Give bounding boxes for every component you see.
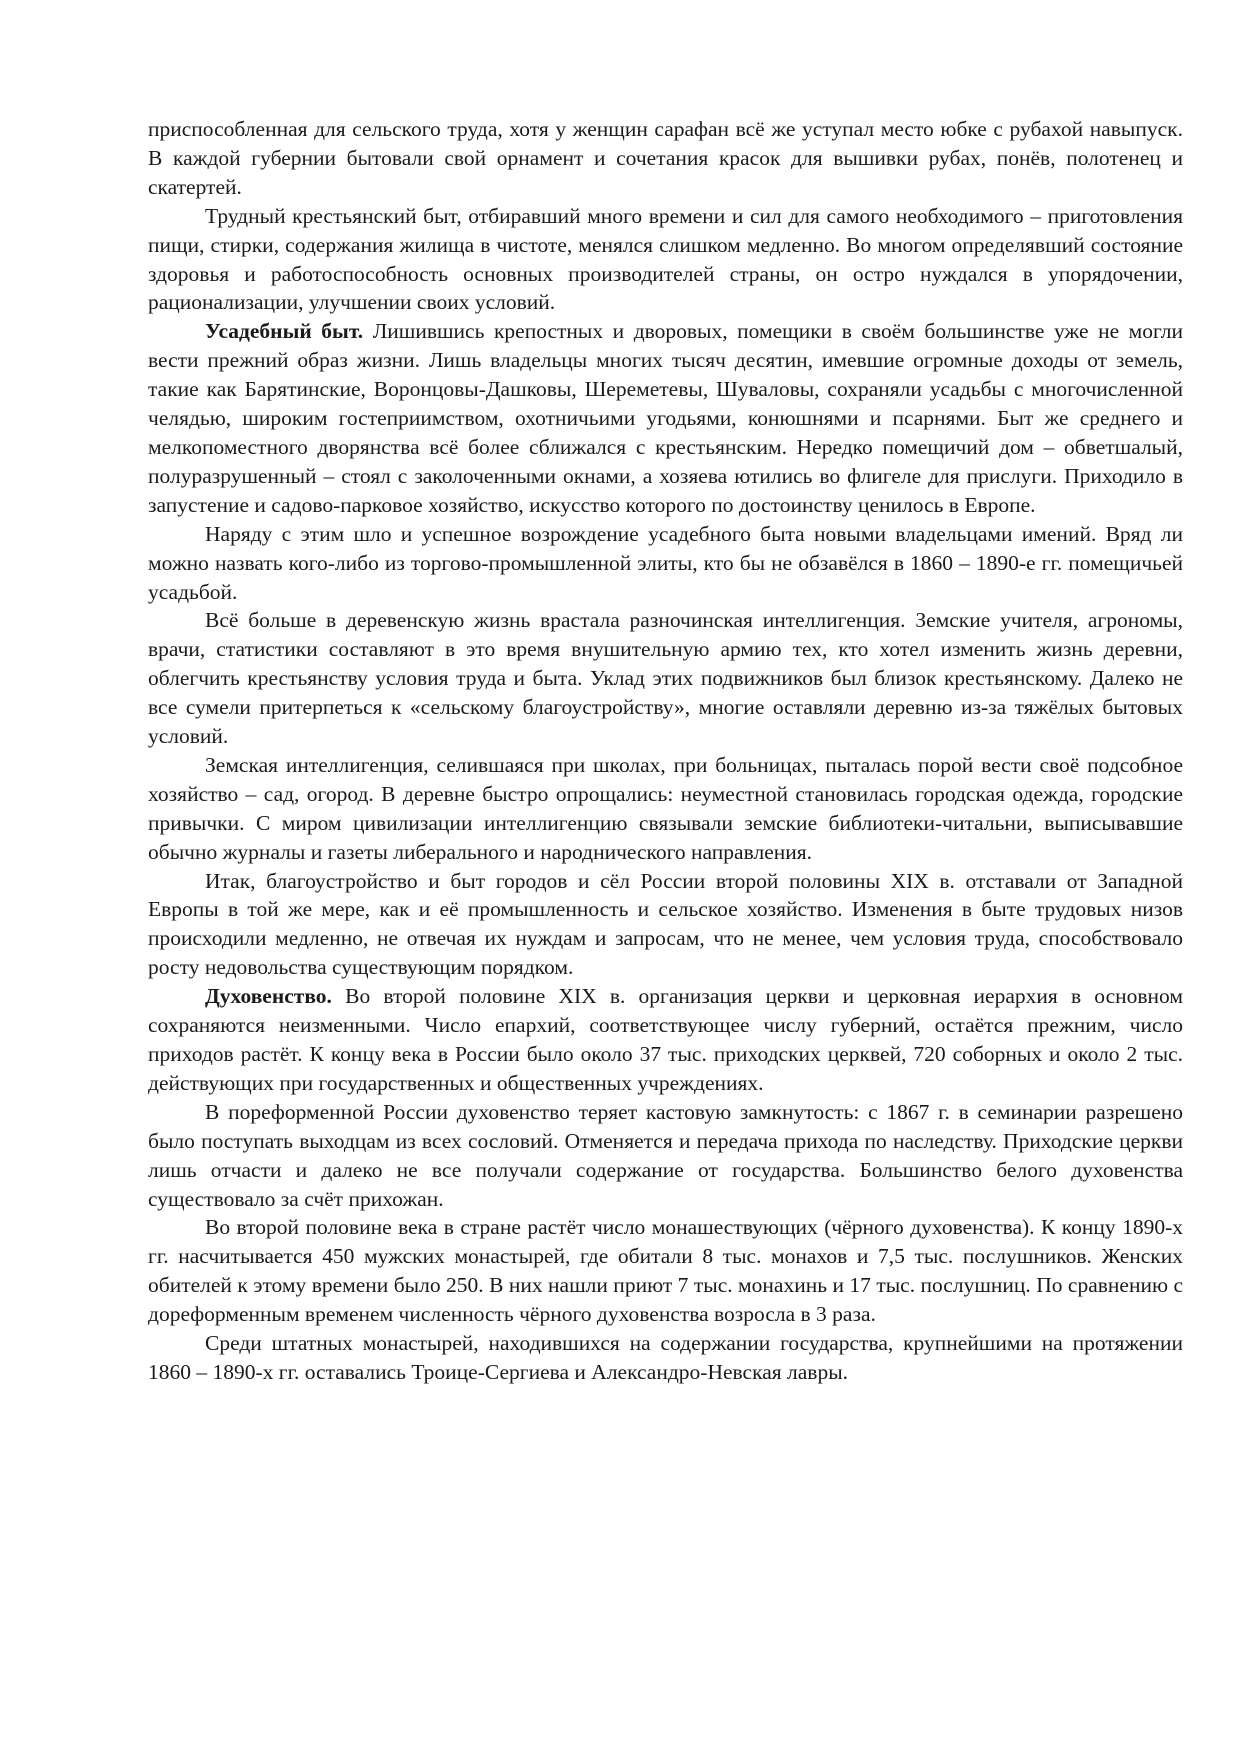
- paragraph-text: Итак, благоустройство и быт городов и сёл России второй половины XIX в. отставали от Западной Европы в той же мере, как и её промышленность и сельское хозяйство. Изменения в быте трудовых низов происходили медленно, не отвечая их нуждам и запросам, что не менее, чем условия труда, способствовало росту недовольства существующим порядком.: [148, 868, 1183, 980]
- paragraph-clothing: [148, 115, 1183, 202]
- paragraph-text: Наряду с этим шло и успешное возрождение усадебного быта новыми владельцами имений. Вряд ли можно назвать кого-либо из торгово-промышленной элиты, кто бы не обзавёлся в 1860 – 1890-е гг. помещичьей усадьбой.: [148, 521, 1183, 604]
- paragraph-text: Трудный крестьянский быт, отбиравший много времени и сил для самого необходимого – приготовления пищи, стирки, содержания жилища в чистоте, менялся слишком медленно. Во многом определявший состояние здоровья и работоспособность основных производителей страны, он остро нуждался в упорядочении, рационализации, улучшении своих условий.: [148, 203, 1183, 315]
- paragraph-text: В пореформенной России духовенство теряет кастовую замкнутость: с 1867 г. в семинарии разрешено было поступать выходцам из всех сословий. Отменяется и передача прихода по наследству. Приходские церкви лишь отчасти и далеко не все получали содержание от государства. Большинство белого духовенства существовало за счёт прихожан.: [148, 1099, 1183, 1211]
- paragraph-text: Лишившись крепостных и дворовых, помещики в своём большинстве уже не могли вести прежний образ жизни. Лишь владельцы многих тысяч десятин, имевшие огромные доходы от земель, такие как Барятинские, Воронцовы-Дашковы, Шереметевы, Шуваловы, сохраняли усадьбы с многочисленной челядью, широким гостеприимством, охотничьими угодьями, конюшнями и псарнями. Быт же среднего и мелкопоместного дворянства всё более сближался с крестьянским. Нередко помещичий дом – обветшалый, полуразрушенный – стоял с заколоченными окнами, а хозяева ютились во флигеле для прислуги. Приходило в запустение и садово-парковое хозяйство, искусство которого по достоинству ценилось в Европе.: [148, 319, 1183, 517]
- paragraph-monasticism: [148, 1213, 1183, 1329]
- document-page: [148, 115, 1183, 1387]
- paragraph-peasant-life: [148, 202, 1183, 318]
- paragraph-manor-life: [148, 317, 1183, 519]
- paragraph-text: Во второй половине XIX в. организация церкви и церковная иерархия в основном сохраняются неизменными. Число епархий, соответствующее числу губерний, остаётся прежним, число приходов растёт. К концу века в России было около 37 тыс. приходских церквей, 720 соборных и около 2 тыс. действующих при государственных и общественных учреждениях.: [148, 984, 1183, 1095]
- paragraph-text: Всё больше в деревенскую жизнь врастала разночинская интеллигенция. Земские учителя, агрономы, врачи, статистики составляют в это время внушительную армию тех, кто хотел изменить жизнь деревни, облегчить крестьянству условия труда и быта. Уклад этих подвижников был близок крестьянскому. Далеко не все сумели притерпеться к «сельскому благоустройству», многие оставляли деревню из-за тяжёлых бытовых условий.: [148, 608, 1183, 749]
- section-heading-manor-life: Усадебный быт.: [205, 319, 364, 344]
- paragraph-monasteries: [148, 1329, 1183, 1387]
- section-heading-clergy: Духовенство.: [205, 984, 332, 1009]
- paragraph-zemstvo-intelligentsia: [148, 751, 1183, 867]
- paragraph-text: Во второй половине века в стране растёт число монашествующих (чёрного духовенства). К концу 1890-х гг. насчитывается 450 мужских монастырей, где обитали 8 тыс. монахов и 7,5 тыс. послушников. Женских обителей к этому времени было 250. В них нашли приют 7 тыс. монахинь и 17 тыс. послушниц. По сравнению с дореформенным временем численность чёрного духовенства возросла в 3 раза.: [148, 1215, 1183, 1327]
- paragraph-conclusion: [148, 867, 1183, 983]
- paragraph-text: Земская интеллигенция, селившаяся при школах, при больницах, пыталась порой вести своё подсобное хозяйство – сад, огород. В деревне быстро опрощались: неуместной становилась городская одежда, городские привычки. С миром цивилизации интеллигенцию связывали земские библиотеки-читальни, выписывавшие обычно журналы и газеты либерального и народнического направления.: [148, 752, 1183, 864]
- paragraph-intelligentsia: [148, 606, 1183, 751]
- paragraph-manor-revival: [148, 520, 1183, 607]
- paragraph-text: Среди штатных монастырей, находившихся на содержании государства, крупнейшими на протяжении 1860 – 1890-х гг. оставались Троице-Сергиева и Александро-Невская лавры.: [148, 1331, 1183, 1384]
- paragraph-post-reform-clergy: [148, 1098, 1183, 1214]
- paragraph-clergy: [148, 982, 1183, 1098]
- paragraph-text: приспособленная для сельского труда, хотя у женщин сарафан всё же уступал место юбке с рубахой навыпуск. В каждой губернии бытовали свой орнамент и сочетания красок для вышивки рубах, понёв, полотенец и скатертей.: [148, 117, 1183, 199]
